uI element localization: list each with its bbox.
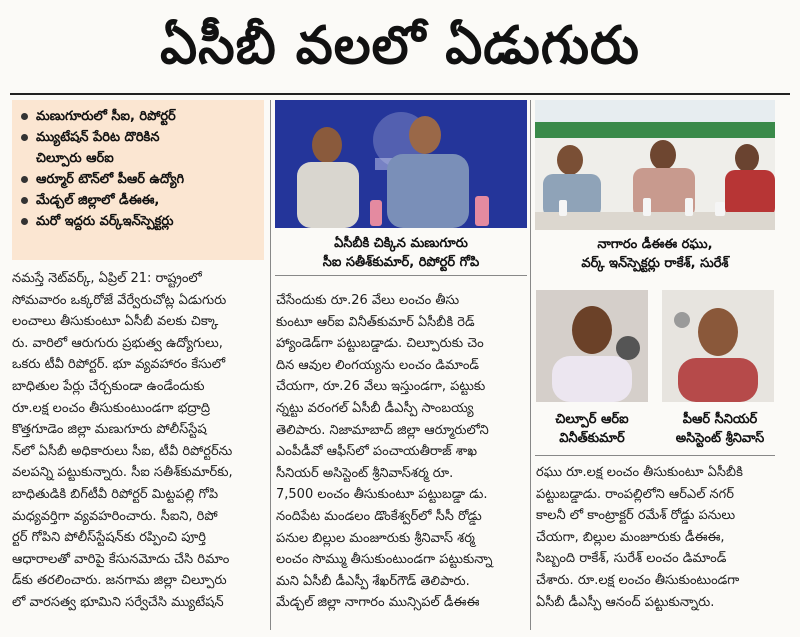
text-line: రూ.లక్ష లంచం తీసుకుంటుండగా భద్రాద్రి [12,400,211,416]
highlight-item: ఆర్మూర్ టౌన్‌లో పీఆర్ ఉద్యోగి [18,169,258,190]
highlight-item: మేడ్చల్ జిల్లాలో డీఈఈ, [18,190,258,211]
text-line: ఏసీబీ డీఎస్పీ ఆనంద్ పట్టుకున్నారు. [536,594,715,610]
caption-rule [535,455,775,456]
photo1-caption [275,234,527,272]
article-column-2 [276,290,528,630]
text-line: ఆధారాలతో వారిపై కేసునమోదు చేసి రిమాం [12,551,230,567]
text-line: చేసేందుకు రూ.26 వేలు లంచం తీసు [276,293,460,308]
text-line: నందిపేట మండలం డొంకేశ్వర్‌లో సీసీ రోడ్డు [276,508,482,524]
photo-pr-srinivas [662,290,774,402]
text-line: చేయగా, బిల్లుల మంజూరుకు డీఈఈ, [536,529,725,545]
caption-line: సీఐ సతీశ్‌కుమార్, రిపోర్టర్ గోపి [322,255,480,270]
text-line: మేడ్చల్ జిల్లా నాగారం మున్సిపల్ డీఈఈ [276,595,480,611]
column-divider [270,100,271,630]
text-line: రఘు రూ.లక్ష లంచం తీసుకుంటూ ఏసీబీకి [536,465,743,480]
text-line: లో వారసత్వ భూమిని సర్వేచేసి మ్యుటేషన్ [12,594,224,610]
caption-line: చిల్పూర్ ఆర్‌ఐ [555,412,629,427]
text-line: ఎంపీడీవో ఆఫీస్‌లో పంచాయతీరాజ్ శాఖ [276,444,478,460]
text-line: తెలిపారు. నిజామాబాద్ జిల్లా ఆర్మూరులోని [276,422,489,438]
highlight-item: మ్యుటేషన్ పేరిట దొరికిన [18,127,258,148]
caption-rule [275,275,527,276]
photo-ri-vineeth [536,290,648,402]
photo-dee-and-inspectors [535,100,775,230]
highlights-box [12,100,264,260]
photo-ci-and-reporter [275,100,527,228]
photo2-caption [535,235,775,273]
article-column-1 [12,268,266,628]
column-divider [530,100,531,630]
text-line: ఒకరు టీవీ రిపోర్టర్. భూ వ్యవహారం కేసులో [12,357,226,373]
text-line: సిబ్బంది రాకేశ్, సురేశ్ లంచం డిమాండ్ [536,551,727,567]
text-line: కుంటూ ఆర్‌ఐ వినీత్‌కుమార్ ఏసీబీకి రెడ్ [276,314,475,330]
headline-rule [10,93,790,95]
text-line: మని ఏసీబీ డీఎస్పీ శేఖర్‌గౌడ్ తెలిపారు. [276,573,470,589]
highlight-item: మణుగూరులో సీఐ, రిపోర్టర్ [18,106,258,127]
photo4-caption [655,410,785,448]
text-line: వలపన్ని పట్టుకున్నారు. సీఐ సతీశ్‌కుమార్‌కు, [12,465,233,481]
text-line: కొత్తగూడెం జిల్లా మణుగూరు పోలీస్‌స్టేష [12,422,207,438]
caption-line: అసిస్టెంట్ శ్రీనివాస్ [675,431,765,446]
text-line: చేయగా, రూ.26 వేలు ఇస్తుండగా, పట్టుకు [276,379,486,395]
text-line: కాలనీ లో కాంట్రాక్టర్ రమేశ్ రోడ్డు పనులు [536,508,736,524]
text-line: పనుల బిల్లుల మంజూరుకు శ్రీనివాస్ శర్మ [276,530,475,546]
text-line: న్‌లో ఏసీబీ అధికారులు సీఐ, టీవీ రిపోర్టర్‌ను [12,443,233,459]
text-line: బాధితుల పేర్లు చేర్చకుండా ఉండేందుకు [12,378,205,394]
photo-illustration [662,290,774,402]
text-line: సోమవారం ఒక్కరోజే వేర్వేరుచోట్ల ఏడుగురు [12,292,227,308]
article-column-3 [536,462,776,627]
text-line: ర్టర్ గోపిని పోలీస్‌స్టేషన్‌కు రప్పించి పూర్తి [12,530,206,546]
text-line: న్నట్టు వరంగల్ ఏసీబీ డీఎస్పీ సాంబయ్య [276,400,474,416]
highlight-item: చిల్పూరు ఆర్‌ఐ [36,151,114,166]
text-line: 7,500 లంచం తీసుకుంటూ పట్టుబడ్డా డు. [276,487,488,503]
text-line: మధ్యవర్తిగా వ్యవహరించారు. సీఐని, రిపో [12,508,218,524]
text-line: నమస్తే నెట్‌వర్క్, ఏప్రిల్ 21: రాష్ట్రంలో [12,271,202,286]
text-line: సీనియర్ అసిస్టెంట్ శ్రీనివాస్‌శర్మ రూ. [276,465,454,481]
caption-line: పీఆర్ సీనియర్ [682,412,758,427]
text-line: హ్యాండెడ్‌గా పట్టుబడ్డాడు. చిల్పూరుకు చెం [276,336,484,352]
text-line: పట్టుబడ్డాడు. రాంపల్లిలోని ఆర్‌ఎల్ నగర్ [536,486,734,502]
photo3-caption [536,410,648,448]
text-line: రు. వారిలో ఆరుగురు ప్రభుత్వ ఉద్యోగులు, [12,335,223,351]
text-line: లంచం సొమ్ము తీసుకుంటుండగా పట్టుకున్నా [276,552,493,568]
text-line: చేశారు. రూ.లక్ష లంచం తీసుకుంటుండగా [536,572,740,588]
text-line: డ్‌కు తరలించారు. జనగామ జిల్లా చిల్పూరు [12,573,227,589]
text-line: దిన ఆవుల లింగయ్యను లంచం డిమాండ్ [276,357,480,373]
caption-line: ఏసీబీకి చిక్కిన మణుగూరు [334,236,468,251]
photo-illustration [535,100,775,230]
highlight-item: మరో ఇద్దరు వర్క్ఇన్‌స్పెక్టర్లు [18,211,258,232]
text-line: లంచాలు తీసుకుంటూ ఏసీబీ వలకు చిక్కా [12,314,219,330]
photo-illustration [536,290,648,402]
headline: ఏసీబీ వలలో ఏడుగురు [160,16,640,76]
caption-line: నాగారం డీఈఈ రఘు, [597,237,713,252]
caption-line: వినీత్‌కుమార్ [559,431,625,446]
photo-illustration [275,100,527,228]
text-line: బాధితుడికి బిగ్‌టీవీ రిపోర్టర్ మిట్టపల్లి గోపి [12,486,219,502]
caption-line: వర్క్ ఇన్‌స్పెక్టర్లు రాకేశ్, సురేశ్ [581,256,729,271]
